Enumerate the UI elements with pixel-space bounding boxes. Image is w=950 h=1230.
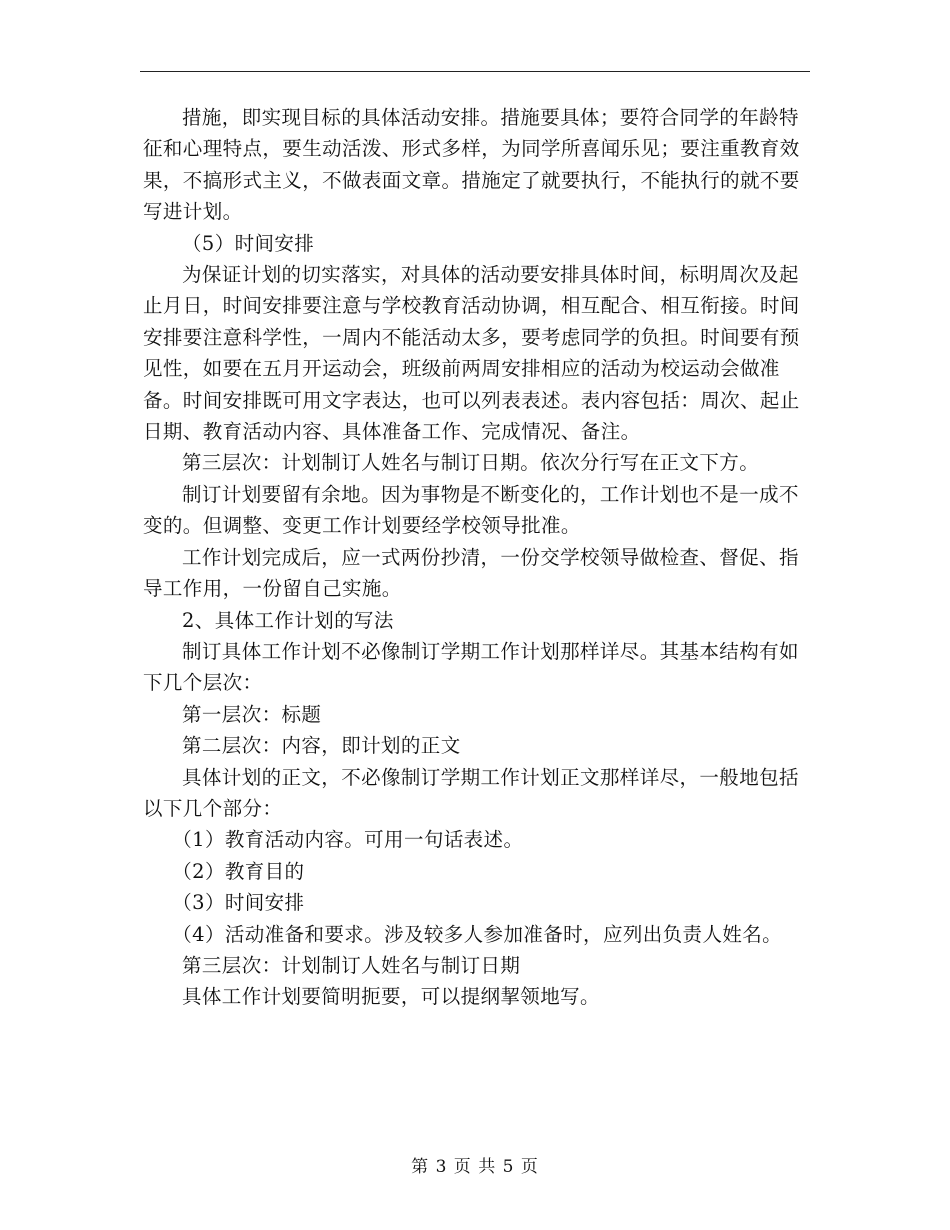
paragraph-specific-plan-structure: 制订具体工作计划不必像制订学期工作计划那样详尽。其基本结构有如下几个层次： (143, 639, 799, 695)
list-item-purpose: （2）教育目的 (172, 859, 305, 883)
heading-specific-plan: 2、具体工作计划的写法 (182, 608, 394, 632)
list-item-time: （3）时间安排 (172, 891, 305, 915)
list-item-preparation: （4）活动准备和要求。涉及较多人参加准备时，应列出负责人姓名。 (172, 922, 783, 946)
paragraph-leave-margin: 制订计划要留有余地。因为事物是不断变化的，工作计划也不是一成不变的。但调整、变更工作计划要经学校领导批准。 (143, 482, 799, 538)
header-rule (140, 71, 810, 72)
page-number: 第 3 页 共 5 页 (411, 1157, 539, 1177)
paragraph-time-arrangement: 为保证计划的切实落实，对具体的活动要安排具体时间，标明周次及起止月日，时间安排要注意与学校教育活动协调，相互配合、相互衔接。时间安排要注意科学性，一周内不能活动太多，要考虑同学的负担。时间要有预见性，如要在五月开运动会，班级前两周安排相应的活动为校运动会做准备。时间安排既可用文字表达，也可以列表表述。表内容包括：周次、起止日期、教育活动内容、具体准备工作、完成情况、备注。 (143, 263, 800, 444)
paragraph-level-two: 第二层次：内容，即计划的正文 (182, 734, 461, 758)
paragraph-copies: 工作计划完成后，应一式两份抄清，一份交学校领导做检查、督促、指导工作用，一份留自己实施。 (143, 545, 799, 601)
paragraph-body-parts: 具体计划的正文，不必像制订学期工作计划正文那样详尽，一般地包括以下几个部分： (143, 765, 799, 820)
list-item-content: （1）教育活动内容。可用一句话表述。 (172, 828, 524, 852)
paragraph-level-one: 第一层次：标题 (182, 702, 322, 726)
document-body (143, 102, 811, 1013)
paragraph-level-three: 第三层次：计划制订人姓名与制订日期 (182, 953, 521, 977)
paragraph-third-level: 第三层次：计划制订人姓名与制订日期。依次分行写在正文下方。 (182, 451, 760, 475)
heading-time-arrangement: （5）时间安排 (182, 231, 315, 255)
paragraph-measures: 措施，即实现目标的具体活动安排。措施要具体；要符合同学的年龄特征和心理特点，要生动活泼、形式多样，为同学所喜闻乐见；要注重教育效果，不搞形式主义，不做表面文章。措施定了就要执行，不能执行的就不要写进计划。 (143, 106, 800, 224)
paragraph-concise: 具体工作计划要简明扼要，可以提纲挈领地写。 (182, 985, 600, 1009)
